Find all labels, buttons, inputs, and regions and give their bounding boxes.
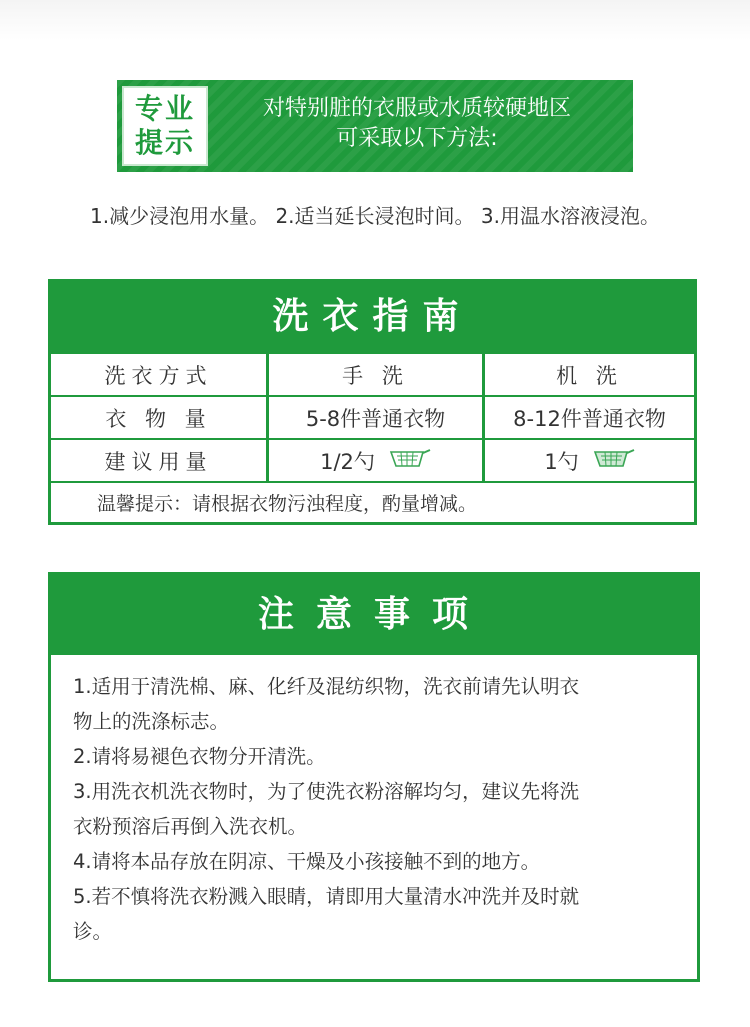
precautions-list: [51, 655, 697, 949]
top-edge: [0, 0, 750, 40]
machine-wash-load: 8-12件普通衣物: [482, 397, 694, 438]
hand-wash-dosage-cell: [266, 440, 482, 481]
methods-text: 1.减少浸泡用水量。 2.适当延长浸泡时间。 3.用温水溶液浸泡。: [90, 204, 660, 228]
precaution-line: 衣粉预溶后再倒入洗衣机。: [73, 815, 308, 838]
tip-text: [217, 94, 617, 154]
badge-line-1: 专业: [134, 92, 195, 125]
tip-line-1: 对特别脏的衣服或水质较硬地区: [262, 96, 571, 121]
precautions-box: [48, 572, 700, 982]
tip-line-2: 可采取以下方法:: [336, 126, 498, 151]
measuring-scoop-icon: [389, 447, 431, 474]
guide-row-dosage: [51, 438, 694, 481]
precaution-line: 1.适用于清洗棉、麻、化纤及混纺织物，洗衣前请先认明衣: [73, 675, 580, 698]
pro-tip-badge: [122, 86, 208, 166]
pro-tip-banner: [117, 80, 633, 172]
guide-title: 洗衣指南: [51, 282, 694, 352]
hand-wash-load: 5-8件普通衣物: [266, 397, 482, 438]
machine-wash-dosage: 1勺: [544, 449, 579, 474]
precaution-line: 2.请将易褪色衣物分开清洗。: [73, 745, 326, 768]
header-machine-wash: 机 洗: [482, 354, 694, 395]
precaution-line: 5.若不慎将洗衣粉溅入眼睛，请即用大量清水冲洗并及时就: [73, 885, 580, 908]
precaution-line: 诊。: [73, 920, 113, 943]
precautions-title: 注意事项: [51, 575, 697, 655]
header-hand-wash: 手 洗: [266, 354, 482, 395]
badge-line-2: 提示: [134, 126, 195, 159]
precaution-line: 3.用洗衣机洗衣物时，为了使洗衣粉溶解均匀，建议先将洗: [73, 780, 580, 803]
measuring-scoop-icon: [593, 447, 635, 474]
machine-wash-dosage-cell: [482, 440, 694, 481]
row-label-dosage: 建议用量: [104, 449, 213, 474]
hand-wash-dosage: 1/2勺: [320, 449, 375, 474]
row-label-load: 衣 物 量: [105, 406, 212, 431]
guide-note: 温馨提示：请根据衣物污浊程度，酌量增减。: [51, 481, 694, 523]
precaution-line: 4.请将本品存放在阴凉、干燥及小孩接触不到的地方。: [73, 850, 541, 873]
guide-row-load: [51, 395, 694, 438]
laundry-guide-table: [48, 279, 697, 525]
guide-header-row: [51, 352, 694, 395]
precaution-line: 物上的洗涤标志。: [73, 710, 230, 733]
header-method: 洗衣方式: [104, 363, 213, 388]
